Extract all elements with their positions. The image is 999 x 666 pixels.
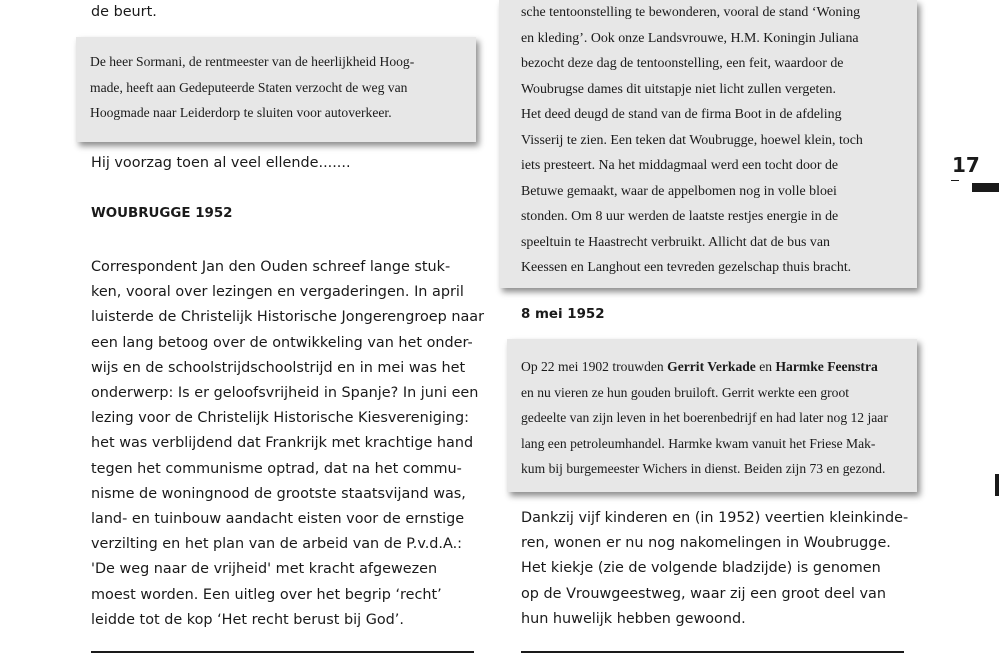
clipping-text: en [755, 359, 776, 374]
clipping-line: bezocht deze dag de tentoonstelling, een feit, waardoor de [521, 56, 844, 71]
clipping-line: Visserij te zien. Een teken dat Woubrugge, hoewel klein, toch [521, 132, 863, 148]
body-line: verzilting en het plan van de arbeid van de P.v.d.A.: [91, 536, 463, 553]
right-bottom-rule [521, 651, 904, 653]
clipping-line: Hoogmade naar Leiderdorp te sluiten voor autoverkeer. [90, 105, 392, 120]
page-tab-line [951, 180, 959, 181]
clipping-line: lang een petroleumhandel. Harmke kwam vanuit het Friese Mak- [521, 435, 876, 451]
name-gerrit-verkade: Gerrit Verkade [667, 359, 756, 374]
clipping-line: Het deed deugd de stand van de firma Boot in de afdeling [521, 107, 842, 122]
clipping-line: Keessen en Langhout een tevreden gezelschap thuis bracht. [521, 260, 852, 275]
name-harmke-feenstra: Harmke Feenstra [775, 359, 878, 374]
clipping-line [521, 354, 888, 380]
body-line: tegen het communisme optrad, dat na het commu- [91, 460, 462, 477]
body-line: 'De weg naar de vrijheid' met kracht afgewezen [91, 561, 438, 578]
body-line: onderwerp: Is er geloofsvrijheid in Spanje? In juni een [91, 385, 479, 402]
body-line: ren, wonen er nu nog nakomelingen in Woubrugge. [521, 535, 891, 552]
left-bottom-rule [91, 651, 474, 653]
article-body-left [91, 255, 484, 633]
body-line: moest worden. Een uitleg over het begrip ‘recht’ [91, 586, 442, 603]
body-line: Correspondent Jan den Ouden schreef lange stuk- [91, 259, 451, 275]
body-line: land- en tuinbouw aandacht eisten voor de ernstige [91, 511, 465, 528]
clipping-line: gedeelte van zijn leven in het boerenbedrijf en had later nog 12 jaar [521, 410, 888, 425]
newspaper-clipping-hoogmade [76, 37, 476, 142]
clipping-line: Woubrugse dames dit uitstapje niet licht zullen vergeten. [521, 81, 836, 97]
body-line: lezing voor de Christelijk Historische Kiesvereniging: [91, 410, 469, 427]
comment-line: Hij voorzag toen al veel ellende....... [91, 155, 351, 171]
body-line: het was verblijdend dat Frankrijk met krachtige hand [91, 435, 474, 452]
body-line: luisterde de Christelijk Historische Jongerengroep naar [91, 309, 485, 326]
clipping-line: speeltuin te Haastrecht verbruikt. Allicht dat de bus van [521, 234, 830, 250]
clipping-line: en kleding’. Ook onze Landsvrouwe, H.M. Koningin Juliana [521, 30, 859, 46]
clipping-line: De heer Sormani, de rentmeester van de heerlijkheid Hoog- [90, 54, 415, 69]
body-line: wijs en de schoolstrijdschoolstrijd en in mei was het [91, 359, 466, 376]
body-line: leidde tot de kop ‘Het recht berust bij God’. [91, 611, 404, 628]
body-line: een lang betoog over de ontwikkeling van het onder- [91, 334, 473, 351]
body-line: op de Vrouwgeestweg, waar zij een groot deel van [521, 585, 886, 602]
page-number: 17 [952, 153, 980, 177]
clipping-line: iets presteert. Na het middagmaal werd een tocht door de [521, 158, 839, 173]
heading-woubrugge-1952: WOUBRUGGE 1952 [91, 206, 233, 221]
clipping-line: sche tentoonstelling te bewonderen, vooral de stand ‘Woning [521, 5, 861, 20]
newspaper-clipping-bruiloft [507, 339, 917, 492]
clipping-line: stonden. Om 8 uur werden de laatste restjes energie in de [521, 209, 839, 224]
body-line: ken, vooral over lezingen en vergaderingen. In april [91, 284, 464, 301]
newspaper-clipping-tentoonstelling [499, 0, 917, 288]
clipping-text: Op 22 mei 1902 trouwden [521, 359, 668, 374]
heading-8-mei-1952: 8 mei 1952 [521, 307, 605, 322]
clipping-line: kum bij burgemeester Wichers in dienst. Beiden zijn 73 en gezond. [521, 461, 886, 476]
clipping-line: en nu vieren ze hun gouden bruiloft. Gerrit werkte een groot [521, 384, 850, 400]
page-tab-marker [972, 183, 999, 192]
article-body-right [521, 506, 908, 632]
body-line: Dankzij vijf kinderen en (in 1952) veertien kleinkinde- [521, 510, 909, 526]
body-line: nisme de woningnood de grootste staatsvijand was, [91, 485, 466, 502]
clipping-line: Betuwe gemaakt, waar de appelbomen nog in volle bloei [521, 183, 837, 199]
edge-marker [995, 474, 999, 496]
clipping-line: made, heeft aan Gedeputeerde Staten verzocht de weg van [90, 79, 408, 95]
body-line: Het kiekje (zie de volgende bladzijde) is genomen [521, 560, 881, 577]
left-top-line: de beurt. [91, 4, 157, 20]
body-line: hun huwelijk hebben gewoond. [521, 610, 746, 627]
